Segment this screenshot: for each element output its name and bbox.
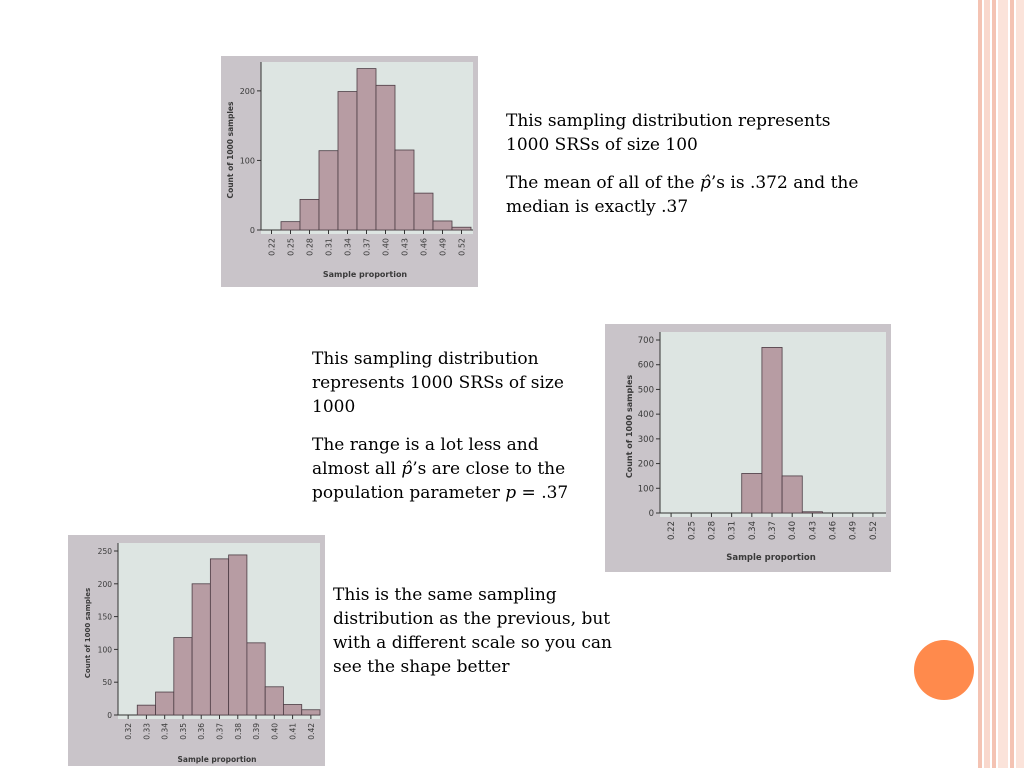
y-tick-label: 100 <box>637 484 654 495</box>
x-tick-label: 0.25 <box>286 238 296 256</box>
x-tick-label: 0.34 <box>747 521 758 540</box>
histogram-bar <box>395 150 414 230</box>
x-tick-label: 0.33 <box>142 723 152 740</box>
x-axis-label: Sample proportion <box>177 755 257 764</box>
caption-n100 <box>506 109 866 219</box>
histogram-photo-n1000-rescaled <box>68 535 325 766</box>
border-stripe <box>1010 0 1014 768</box>
x-axis-label: Sample proportion <box>726 553 816 563</box>
y-tick-label: 400 <box>637 410 654 421</box>
y-tick-label: 200 <box>97 579 112 589</box>
histogram-bar <box>742 473 762 513</box>
caption-rescaled-description: This is the same sampling distribution as the previous, but with a different scale so you can see the shape better <box>333 585 612 677</box>
x-tick-label: 0.43 <box>400 238 410 256</box>
histogram-bar <box>452 227 471 230</box>
x-tick-label: 0.28 <box>707 521 718 540</box>
histogram-bar <box>782 476 802 513</box>
caption-n1000-description: This sampling distribution represents 1000 SRSs of size 1000 <box>312 349 564 417</box>
x-tick-label: 0.46 <box>419 238 429 256</box>
histogram-bar <box>762 347 782 513</box>
border-stripe <box>978 0 982 768</box>
decorative-circle <box>914 640 974 700</box>
histogram-bar <box>414 193 433 230</box>
histogram-chart-n1000 <box>605 324 891 572</box>
x-tick-label: 0.40 <box>381 238 391 256</box>
y-axis-label: Count of 1000 samples <box>625 374 634 479</box>
x-tick-label: 0.34 <box>343 238 353 256</box>
caption-rescaled <box>333 583 613 679</box>
y-tick-label: 0 <box>249 226 255 235</box>
y-tick-label: 100 <box>97 645 112 655</box>
x-tick-label: 0.37 <box>362 238 372 256</box>
histogram-bar <box>300 199 319 230</box>
y-tick-label: 100 <box>239 156 255 166</box>
x-tick-label: 0.28 <box>305 238 315 256</box>
x-tick-label: 0.31 <box>324 238 334 256</box>
histogram-bar <box>192 584 210 715</box>
x-tick-label: 0.31 <box>727 521 738 540</box>
x-tick-label: 0.40 <box>788 521 799 540</box>
y-tick-label: 500 <box>637 385 654 396</box>
x-tick-label: 0.36 <box>197 723 207 740</box>
histogram-bar <box>265 687 283 715</box>
caption-n1000-range: The range is a lot less and almost all p̂’s are close to the population parameter p = .37 <box>312 435 569 503</box>
border-stripe <box>984 0 990 768</box>
histogram-bar <box>338 92 357 230</box>
y-tick-label: 200 <box>239 86 255 96</box>
y-tick-label: 700 <box>637 336 654 346</box>
x-tick-label: 0.32 <box>124 723 134 740</box>
histogram-bar <box>156 692 174 715</box>
caption-n100-mean-median: The mean of all of the p̂’s is .372 and the median is exactly .37 <box>506 173 859 217</box>
y-tick-label: 200 <box>637 459 654 470</box>
histogram-bar <box>302 710 320 715</box>
histogram-bar <box>281 222 300 230</box>
x-tick-label: 0.39 <box>252 723 262 740</box>
border-stripe <box>998 0 1008 768</box>
histogram-bar <box>210 559 228 715</box>
y-tick-label: 150 <box>97 612 112 622</box>
x-tick-label: 0.52 <box>868 521 879 540</box>
y-axis-label: Count of 1000 samples <box>84 587 92 679</box>
border-stripe <box>992 0 996 768</box>
x-tick-label: 0.49 <box>438 238 448 256</box>
histogram-bar <box>802 512 822 513</box>
x-tick-label: 0.43 <box>808 521 819 540</box>
y-tick-label: 300 <box>637 434 654 445</box>
histogram-bar <box>319 151 338 230</box>
x-tick-label: 0.52 <box>457 238 467 256</box>
y-tick-label: 0 <box>648 509 654 519</box>
histogram-bar <box>376 85 395 230</box>
histogram-bar <box>137 705 155 715</box>
histogram-chart-n1000-rescaled <box>68 535 325 766</box>
x-tick-label: 0.49 <box>848 521 859 540</box>
histogram-bar <box>247 643 265 715</box>
histogram-chart-n100 <box>221 56 478 287</box>
y-tick-label: 250 <box>97 547 112 556</box>
x-tick-label: 0.22 <box>267 238 277 256</box>
x-tick-label: 0.38 <box>233 723 243 740</box>
y-tick-label: 600 <box>637 360 654 371</box>
x-tick-label: 0.37 <box>215 723 225 740</box>
caption-n100-description: This sampling distribution represents 1000 SRSs of size 100 <box>506 111 831 155</box>
caption-n1000 <box>312 347 597 505</box>
x-tick-label: 0.37 <box>768 521 778 540</box>
histogram-bar <box>283 705 301 715</box>
x-tick-label: 0.34 <box>160 723 170 740</box>
border-stripe <box>1016 0 1024 768</box>
x-axis-label: Sample proportion <box>322 270 408 279</box>
x-tick-label: 0.35 <box>178 723 188 740</box>
x-tick-label: 0.25 <box>687 521 698 540</box>
y-tick-label: 50 <box>102 678 112 688</box>
x-tick-label: 0.42 <box>306 723 316 740</box>
x-tick-label: 0.41 <box>288 723 298 740</box>
histogram-bar <box>174 638 192 715</box>
x-tick-label: 0.40 <box>270 723 280 740</box>
y-axis-label: Count of 1000 samples <box>226 101 235 199</box>
x-tick-label: 0.22 <box>667 521 678 540</box>
x-tick-label: 0.46 <box>828 521 839 540</box>
histogram-photo-n100 <box>221 56 478 287</box>
histogram-photo-n1000 <box>605 324 891 572</box>
y-tick-label: 0 <box>107 711 112 720</box>
histogram-bar <box>229 555 247 715</box>
histogram-bar <box>433 221 452 230</box>
histogram-bar <box>357 69 376 230</box>
